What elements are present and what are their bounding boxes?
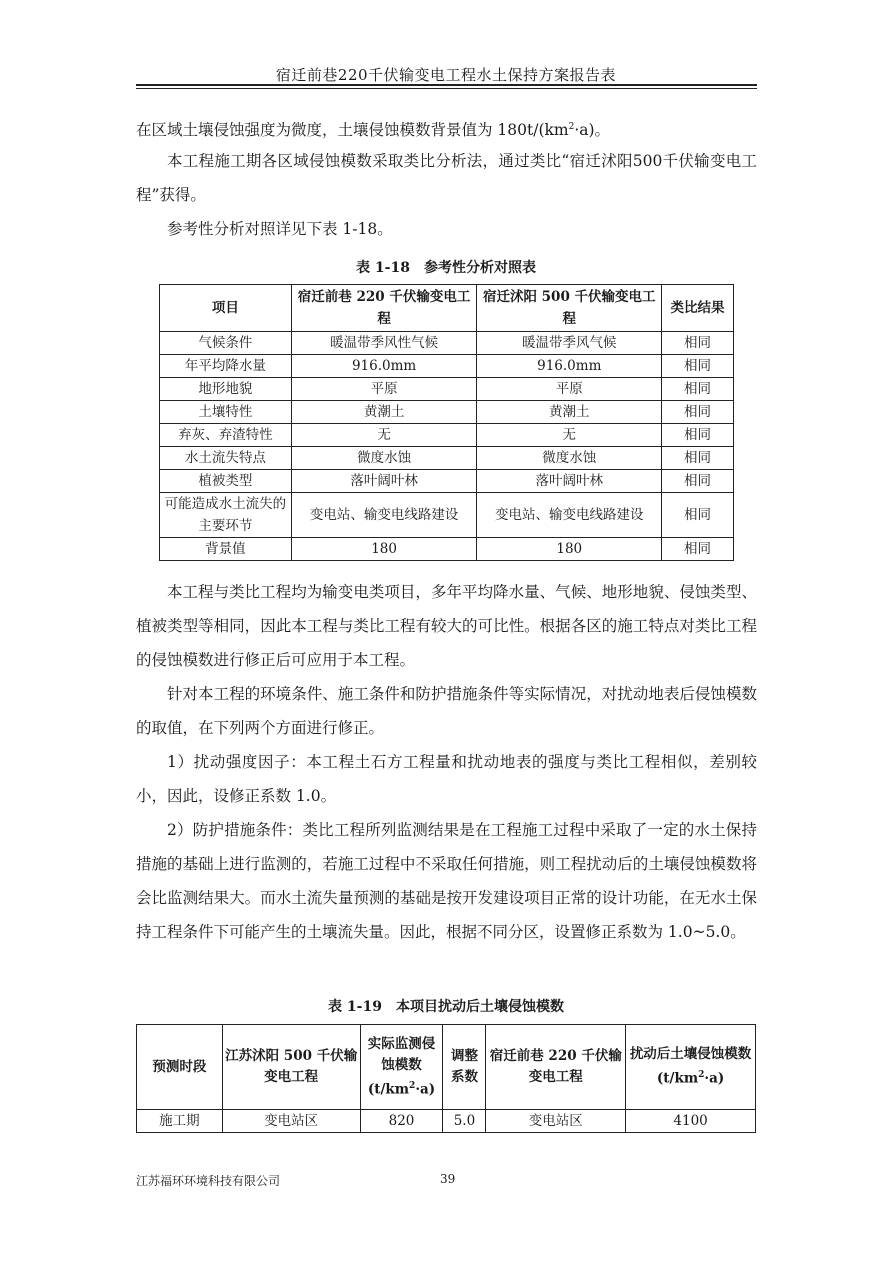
table-19-cell: 变电站区: [222, 1110, 360, 1133]
table-18-cell: 可能造成水土流失的主要环节: [160, 493, 292, 538]
table-18-cell: 无: [477, 424, 662, 447]
table-18-cell: 水土流失特点: [160, 447, 292, 470]
table-18-cell: 植被类型: [160, 470, 292, 493]
table-19-header-cell: 江苏沭阳 500 千伏输变电工程: [222, 1025, 360, 1110]
header-rule-thick: [136, 84, 757, 86]
paragraph-4: 本工程与类比工程均为输变电类项目，多年平均降水量、气候、地形地貌、侵蚀类型、植被类型等相同，因此本工程与类比工程有较大的可比性。根据各区的施工特点对类比工程的侵蚀模数进行修正后可应用于本工程。: [136, 583, 757, 669]
table-18-cell: 黄潮土: [477, 401, 662, 424]
table-18-caption: 表 1-18 参考性分析对照表: [356, 260, 536, 276]
table-19-header-text: 扰动后土壤侵蚀模数(t/km: [629, 1046, 752, 1087]
table-18-cell: 年平均降水量: [160, 355, 292, 378]
table-18-cell: 180: [477, 538, 662, 561]
table-19-cell: 4100: [626, 1110, 756, 1133]
paragraph-6: 1）扰动强度因子：本工程土石方工程量和扰动地表的强度与类比工程相似，差别较小，因此，设修正系数 1.0。: [136, 753, 757, 805]
table-18-header-cell: 宿迁沭阳 500 千伏输变电工程: [477, 285, 662, 332]
table-19-header-cell: 预测时段: [137, 1025, 223, 1110]
table-18-row: [160, 424, 734, 447]
table-19-header-tail: ·a): [704, 1070, 725, 1087]
table-18-cell: 相同: [662, 355, 734, 378]
table-18-cell: 916.0mm: [291, 355, 477, 378]
table-19-cell: 5.0: [443, 1110, 486, 1133]
header-rule-thin: [136, 88, 757, 89]
table-18-cell: 平原: [291, 378, 477, 401]
table-18-row: [160, 493, 734, 538]
paragraph-2: 本工程施工期各区域侵蚀模数采取类比分析法，通过类比“宿迁沭阳500千伏输变电工程”获得。: [136, 152, 757, 204]
table-18-cell: 弃灰、弃渣特性: [160, 424, 292, 447]
table-18-cell: 背景值: [160, 538, 292, 561]
table-18-row: [160, 401, 734, 424]
table-18-row: [160, 470, 734, 493]
table-18-cell: 916.0mm: [477, 355, 662, 378]
table-18-cell: 相同: [662, 424, 734, 447]
table-18-header-cell: 类比结果: [662, 285, 734, 332]
paragraph-7: 2）防护措施条件：类比工程所列监测结果是在工程施工过程中采取了一定的水土保持措施的基础上进行监测的，若施工过程中不采取任何措施，则工程扰动后的土壤侵蚀模数将会比监测结果大。而水土流失量预测的基础是按开发建设项目正常的设计功能，在无水土保持工程条件下可能产生的土壤流失量。因此，根据不同分区，设置修正系数为 1.0~5.0。: [136, 821, 757, 941]
table-18-cell: 土壤特性: [160, 401, 292, 424]
paragraph-1-text: 在区域土壤侵蚀强度为微度，土壤侵蚀模数背景值为 180t/(km: [136, 121, 569, 140]
table-19-header-sup: 2: [698, 1070, 705, 1081]
paragraph-1-tail: ·a)。: [574, 121, 611, 140]
table-19-cell: 施工期: [137, 1110, 223, 1133]
table-18-row: [160, 378, 734, 401]
table-19-cell: 变电站区: [486, 1110, 626, 1133]
table-19-header-cell: 宿迁前巷 220 千伏输变电工程: [486, 1025, 626, 1110]
table-19-header-text: 实际监测侵蚀模数(t/km: [367, 1035, 436, 1098]
table-18-cell: 黄潮土: [291, 401, 477, 424]
table-18-header-cell: 项目: [160, 285, 292, 332]
table-18-header-cell: 宿迁前巷 220 千伏输变电工程: [291, 285, 477, 332]
table-19-row: [137, 1110, 756, 1133]
table-18-cell: 无: [291, 424, 477, 447]
table-18-cell: 变电站、输变电线路建设: [477, 493, 662, 538]
table-18-cell: 落叶阔叶林: [291, 470, 477, 493]
table-19-header-tail: ·a): [415, 1081, 436, 1098]
table-19-cell: 820: [360, 1110, 443, 1133]
table-18-cell: 变电站、输变电线路建设: [291, 493, 477, 538]
page-header-title: 宿迁前巷220千伏输变电工程水土保持方案报告表: [275, 66, 617, 84]
table-18-row: [160, 355, 734, 378]
table-18-cell: 微度水蚀: [291, 447, 477, 470]
footer-company: 江苏福环环境科技有限公司: [136, 1174, 281, 1188]
table-18-header-row: [160, 285, 734, 332]
table-18-cell: 暖温带季风性气候: [291, 332, 477, 355]
table-19-caption: 表 1-19 本项目扰动后土壤侵蚀模数: [328, 999, 564, 1015]
table-18-row: [160, 538, 734, 561]
table-18-row: [160, 332, 734, 355]
table-18-cell: 相同: [662, 447, 734, 470]
table-19-header-cell: [360, 1025, 443, 1110]
table-18-cell: 相同: [662, 332, 734, 355]
table-18-cell: 地形地貌: [160, 378, 292, 401]
table-18-cell: 相同: [662, 538, 734, 561]
table-18-cell: 180: [291, 538, 477, 561]
table-18-cell: 落叶阔叶林: [477, 470, 662, 493]
paragraph-3: 参考性分析对照详见下表 1-18。: [167, 220, 393, 238]
table-19-header-sup: 2: [409, 1080, 416, 1091]
table-19-header-row: [137, 1025, 756, 1110]
paragraph-5: 针对本工程的环境条件、施工条件和防护措施条件等实际情况，对扰动地表后侵蚀模数的取值，在下列两个方面进行修正。: [136, 685, 757, 737]
table-18-row: [160, 447, 734, 470]
table-19-header-cell: 调整系数: [443, 1025, 486, 1110]
table-18-cell: 气候条件: [160, 332, 292, 355]
table-18-cell: 暖温带季风气候: [477, 332, 662, 355]
table-18-cell: 微度水蚀: [477, 447, 662, 470]
page-number: 39: [440, 1172, 456, 1186]
table-18: [159, 284, 734, 561]
paragraph-1: [136, 110, 757, 147]
table-19: [136, 1024, 756, 1133]
table-18-cell: 相同: [662, 401, 734, 424]
table-18-cell: 相同: [662, 493, 734, 538]
table-19-header-cell: [626, 1025, 756, 1110]
table-18-cell: 相同: [662, 378, 734, 401]
table-18-cell: 相同: [662, 470, 734, 493]
paragraph-1-sup: 2: [568, 122, 575, 132]
table-18-cell: 平原: [477, 378, 662, 401]
